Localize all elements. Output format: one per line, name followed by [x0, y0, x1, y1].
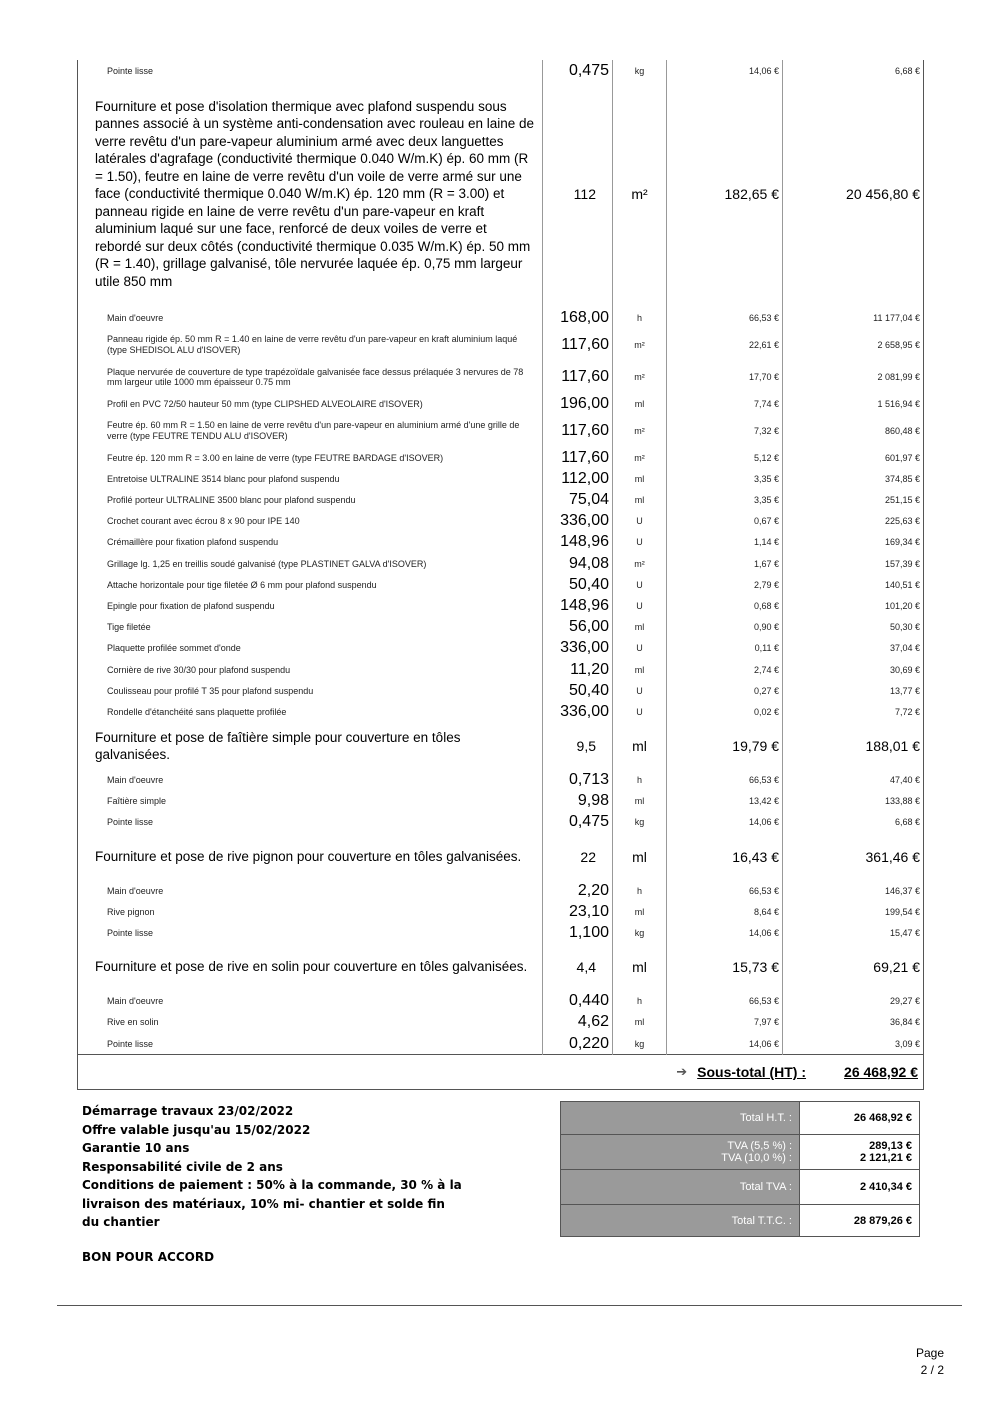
detail-row [78, 812, 924, 833]
item-quantity: 0,440 [543, 991, 613, 1012]
item-label: Feutre ép. 120 mm R = 3.00 en laine de verre (type FEUTRE BARDAGE d'ISOVER) [107, 452, 444, 463]
item-unit-price: 15,73 € [667, 944, 783, 991]
detail-row [78, 393, 924, 414]
item-total: 15,47 € [783, 922, 924, 943]
tva1-label: TVA (5,5 %) : [727, 1140, 792, 1152]
item-unit: U [613, 595, 667, 616]
item-unit-price: 19,79 € [667, 723, 783, 770]
item-label: Pointe lisse [107, 817, 154, 828]
total-ht-row [561, 1102, 920, 1135]
detail-row [78, 574, 924, 595]
item-unit-price: 66,53 € [667, 307, 783, 328]
item-unit: ml [613, 659, 667, 680]
detail-row [78, 447, 924, 468]
item-quantity: 1,100 [543, 922, 613, 943]
item-label: Epingle pour fixation de plafond suspendu [107, 600, 275, 611]
detail-row [78, 659, 924, 680]
item-label: Profil en PVC 72/50 hauteur 50 mm (type CLIPSHED ALVEOLAIRE d'ISOVER) [107, 398, 423, 409]
item-label: Pointe lisse [107, 928, 154, 939]
item-quantity: 75,04 [543, 489, 613, 510]
item-label: Fourniture et pose de faîtière simple pour couverture en tôles galvanisées. [95, 729, 461, 762]
subtotal-value: 26 468,92 € [844, 1064, 918, 1081]
item-label: Plaquette profilée sommet d'onde [107, 643, 241, 654]
subtotal-label: Sous-total (HT) : [697, 1064, 807, 1081]
item-quantity: 196,00 [543, 393, 613, 414]
item-quantity: 117,60 [543, 447, 613, 468]
item-unit-price: 0,68 € [667, 595, 783, 616]
item-total: 37,04 € [783, 638, 924, 659]
item-unit: ml [613, 393, 667, 414]
item-unit: h [613, 770, 667, 791]
item-total: 47,40 € [783, 770, 924, 791]
item-total: 2 658,95 € [783, 328, 924, 361]
item-unit-price: 17,70 € [667, 361, 783, 394]
item-unit: m² [613, 415, 667, 448]
item-total: 133,88 € [783, 791, 924, 812]
item-unit: kg [613, 812, 667, 833]
item-label: Feutre ép. 60 mm R = 1.50 en laine de verre revêtu d'un pare-vapeur en aluminium armé d'une grille de verre (type FEUTRE TENDU ALU d'ISOVER) [107, 420, 520, 441]
item-unit: kg [613, 1033, 667, 1055]
detail-row [78, 489, 924, 510]
item-unit: ml [613, 791, 667, 812]
item-quantity: 117,60 [543, 361, 613, 394]
item-total: 20 456,80 € [783, 81, 924, 307]
item-label: Attache horizontale pour tige filetée Ø 6 mm pour plafond suspendu [107, 579, 377, 590]
total-ht-label: Total H.T. : [561, 1102, 800, 1135]
item-label: Grillage lg. 1,25 en treillis soudé galvanisé (type PLASTINET GALVA d'ISOVER) [107, 558, 427, 569]
item-total: 199,54 € [783, 901, 924, 922]
item-unit-price: 182,65 € [667, 81, 783, 307]
item-quantity: 117,60 [543, 415, 613, 448]
item-total: 601,97 € [783, 447, 924, 468]
item-unit-price: 2,79 € [667, 574, 783, 595]
item-unit: h [613, 880, 667, 901]
tva2-label: TVA (10,0 %) : [721, 1152, 792, 1164]
item-quantity: 117,60 [543, 328, 613, 361]
item-total: 169,34 € [783, 532, 924, 553]
item-total: 860,48 € [783, 415, 924, 448]
item-total: 69,21 € [783, 944, 924, 991]
item-unit-price: 7,74 € [667, 393, 783, 414]
item-total: 146,37 € [783, 880, 924, 901]
detail-row [78, 880, 924, 901]
item-quantity: 4,4 [543, 944, 613, 991]
item-unit-price: 14,06 € [667, 922, 783, 943]
work-item-row [78, 944, 924, 991]
item-quantity: 50,40 [543, 574, 613, 595]
item-unit-price: 14,06 € [667, 60, 783, 81]
item-quantity: 4,62 [543, 1012, 613, 1033]
item-quantity: 336,00 [543, 511, 613, 532]
item-total: 225,63 € [783, 511, 924, 532]
detail-row [78, 1012, 924, 1033]
item-total: 36,84 € [783, 1012, 924, 1033]
item-unit-price: 0,11 € [667, 638, 783, 659]
detail-row [78, 532, 924, 553]
item-label: Panneau rigide ép. 50 mm R = 1.40 en laine de verre revêtu d'un pare-vapeur en kraft aluminium laqué (type SHEDISOL ALU d'ISOVER) [107, 334, 518, 355]
item-quantity: 2,20 [543, 880, 613, 901]
item-unit-price: 66,53 € [667, 991, 783, 1012]
item-unit-price: 8,64 € [667, 901, 783, 922]
item-label: Profilé porteur ULTRALINE 3500 blanc pour plafond suspendu [107, 495, 356, 506]
item-unit-price: 5,12 € [667, 447, 783, 468]
item-quantity: 0,220 [543, 1033, 613, 1055]
item-unit-price: 66,53 € [667, 880, 783, 901]
item-quantity: 56,00 [543, 617, 613, 638]
item-unit-price: 14,06 € [667, 812, 783, 833]
liability: Responsabilité civile de 2 ans [82, 1159, 283, 1174]
item-unit: ml [613, 901, 667, 922]
warranty: Garantie 10 ans [82, 1141, 190, 1155]
item-quantity: 11,20 [543, 659, 613, 680]
tva-rates-row [561, 1135, 920, 1170]
item-unit: h [613, 307, 667, 328]
item-unit-price: 16,43 € [667, 833, 783, 880]
detail-row [78, 991, 924, 1012]
item-unit: ml [613, 944, 667, 991]
detail-row [78, 922, 924, 943]
item-unit-price: 0,90 € [667, 617, 783, 638]
item-label: Rondelle d'étanchéité sans plaquette profilée [107, 706, 287, 717]
detail-row [78, 1033, 924, 1055]
item-unit-price: 66,53 € [667, 770, 783, 791]
item-total: 29,27 € [783, 991, 924, 1012]
item-unit: m² [613, 328, 667, 361]
item-total: 6,68 € [783, 812, 924, 833]
work-item-row [78, 833, 924, 880]
item-label: Fourniture et pose d'isolation thermique avec plafond suspendu sous pannes associé à un système anti-condensation avec rouleau en laine de verre revêtu d'un pare-vapeur aluminium armé avec deux languettes latérales d'agrafage (conductivité thermique 0.040 W/m.K) ép. 60 mm (R = 1.50), feutre en laine de verre revêtu d'un voile de verre armé sur une face (conductivité thermique 0.040 W/m.K) ép. 120 mm (R = 3.00) et panneau rigide en laine de verre revêtu d'un pare-vapeur en kraft aluminium laqué sur une face, renforcé de deux voiles de verre et rebordé sur deux côtés (conductivité thermique 0.035 W/m.K) ép. 50 mm (R = 1.40), grillage galvanisé, tôle nervurée laquée ép. 0,75 mm largeur utile 850 mm [95, 98, 535, 289]
page-label: Page [915, 1346, 944, 1360]
item-unit: ml [613, 1012, 667, 1033]
total-ttc-row [561, 1205, 920, 1237]
quote-table-body [78, 60, 924, 1055]
item-total: 7,72 € [783, 701, 924, 722]
item-total: 188,01 € [783, 723, 924, 770]
payment-terms: Conditions de paiement : 50% à la commande, 30 % à la livraison des matériaux, 10% mi- chantier et solde fin du chantier [82, 1178, 462, 1229]
item-quantity: 23,10 [543, 901, 613, 922]
item-unit: U [613, 574, 667, 595]
item-quantity: 168,00 [543, 307, 613, 328]
item-label: Rive pignon [107, 906, 155, 917]
item-quantity: 22 [543, 833, 613, 880]
item-label: Crémaillère pour fixation plafond suspendu [107, 537, 279, 548]
item-unit-price: 7,32 € [667, 415, 783, 448]
item-unit-price: 1,67 € [667, 553, 783, 574]
item-quantity: 0,475 [543, 60, 613, 81]
item-unit-price: 13,42 € [667, 791, 783, 812]
item-unit: kg [613, 922, 667, 943]
item-label: Main d'oeuvre [107, 775, 164, 786]
item-unit-price: 1,14 € [667, 532, 783, 553]
item-quantity: 336,00 [543, 638, 613, 659]
footer-divider [57, 1305, 962, 1306]
item-label: Fourniture et pose de rive pignon pour couverture en tôles galvanisées. [95, 848, 522, 864]
detail-row [78, 361, 924, 394]
page-number: 2 / 2 [920, 1363, 944, 1377]
item-unit: h [613, 991, 667, 1012]
item-unit-price: 14,06 € [667, 1033, 783, 1055]
item-unit: m² [613, 361, 667, 394]
item-quantity: 0,713 [543, 770, 613, 791]
item-label: Fourniture et pose de rive en solin pour couverture en tôles galvanisées. [95, 959, 528, 975]
item-label: Faîtière simple [107, 796, 167, 807]
item-label: Tige filetée [107, 622, 151, 633]
item-quantity: 0,475 [543, 812, 613, 833]
start-date: Démarrage travaux 23/02/2022 [82, 1104, 294, 1118]
detail-row [78, 617, 924, 638]
total-ht-value: 26 468,92 € [800, 1102, 920, 1135]
detail-row [78, 791, 924, 812]
item-unit-price: 3,35 € [667, 468, 783, 489]
item-label: Main d'oeuvre [107, 996, 164, 1007]
item-total: 11 177,04 € [783, 307, 924, 328]
item-label: Cornière de rive 30/30 pour plafond suspendu [107, 664, 291, 675]
item-quantity: 148,96 [543, 595, 613, 616]
item-quantity: 9,98 [543, 791, 613, 812]
item-label: Coulisseau pour profilé T 35 pour plafond suspendu [107, 685, 314, 696]
item-total: 2 081,99 € [783, 361, 924, 394]
item-quantity: 50,40 [543, 680, 613, 701]
detail-row [78, 770, 924, 791]
item-total: 374,85 € [783, 468, 924, 489]
item-quantity: 148,96 [543, 532, 613, 553]
item-label: Entretoise ULTRALINE 3514 blanc pour plafond suspendu [107, 473, 340, 484]
detail-row [78, 553, 924, 574]
item-unit: ml [613, 617, 667, 638]
item-label: Main d'oeuvre [107, 312, 164, 323]
work-item-row [78, 81, 924, 307]
item-unit: m² [613, 553, 667, 574]
item-unit-price: 22,61 € [667, 328, 783, 361]
item-label: Pointe lisse [107, 65, 154, 76]
item-unit: kg [613, 60, 667, 81]
item-total: 30,69 € [783, 659, 924, 680]
subtotal-row [78, 1055, 924, 1090]
item-unit: ml [613, 833, 667, 880]
detail-row [78, 701, 924, 722]
item-quantity: 112 [543, 81, 613, 307]
item-unit-price: 7,97 € [667, 1012, 783, 1033]
item-unit-price: 0,27 € [667, 680, 783, 701]
item-unit-price: 3,35 € [667, 489, 783, 510]
item-unit: U [613, 701, 667, 722]
conditions-block [82, 1102, 462, 1232]
item-unit: m² [613, 447, 667, 468]
detail-row [78, 638, 924, 659]
quote-table [77, 60, 924, 1090]
item-unit: U [613, 638, 667, 659]
totals-table [560, 1101, 920, 1237]
item-quantity: 336,00 [543, 701, 613, 722]
item-total: 101,20 € [783, 595, 924, 616]
detail-row [78, 415, 924, 448]
item-unit: m² [613, 81, 667, 307]
total-tva-value: 2 410,34 € [800, 1170, 920, 1205]
detail-row [78, 511, 924, 532]
total-tva-row [561, 1170, 920, 1205]
detail-row [78, 595, 924, 616]
detail-row [78, 680, 924, 701]
work-item-row [78, 723, 924, 770]
item-unit: U [613, 680, 667, 701]
item-unit-price: 2,74 € [667, 659, 783, 680]
item-unit: U [613, 532, 667, 553]
item-quantity: 9,5 [543, 723, 613, 770]
item-unit: ml [613, 723, 667, 770]
item-quantity: 112,00 [543, 468, 613, 489]
tva1-value: 289,13 € [869, 1140, 912, 1152]
item-label: Crochet courant avec écrou 8 x 90 pour IPE 140 [107, 516, 300, 527]
item-total: 361,46 € [783, 833, 924, 880]
detail-row [78, 328, 924, 361]
total-ttc-value: 28 879,26 € [800, 1205, 920, 1237]
item-total: 50,30 € [783, 617, 924, 638]
item-unit: ml [613, 468, 667, 489]
page-indicator [916, 1345, 944, 1379]
item-label: Rive en solin [107, 1017, 159, 1028]
item-total: 6,68 € [783, 60, 924, 81]
item-unit: ml [613, 489, 667, 510]
item-unit-price: 0,67 € [667, 511, 783, 532]
total-tva-label: Total TVA : [561, 1170, 800, 1205]
item-total: 251,15 € [783, 489, 924, 510]
detail-row [78, 307, 924, 328]
item-total: 13,77 € [783, 680, 924, 701]
detail-row [78, 901, 924, 922]
item-total: 140,51 € [783, 574, 924, 595]
item-total: 1 516,94 € [783, 393, 924, 414]
item-unit: U [613, 511, 667, 532]
item-quantity: 94,08 [543, 553, 613, 574]
right-arrow-icon: ➔ [676, 1064, 688, 1080]
offer-validity: Offre valable jusqu'au 15/02/2022 [82, 1122, 311, 1137]
approval-label: BON POUR ACCORD [82, 1250, 215, 1264]
detail-row [78, 468, 924, 489]
item-total: 3,09 € [783, 1033, 924, 1055]
detail-row [78, 60, 924, 81]
item-label: Pointe lisse [107, 1038, 154, 1049]
item-label: Main d'oeuvre [107, 885, 164, 896]
item-unit-price: 0,02 € [667, 701, 783, 722]
item-total: 157,39 € [783, 553, 924, 574]
total-ttc-label: Total T.T.C. : [561, 1205, 800, 1237]
item-label: Plaque nervurée de couverture de type trapézoïdale galvanisée face dessus prélaquée 3 nervures de 78 mm largeur utile 1000 mm épaisseur 0.75 mm [107, 366, 524, 388]
tva2-value: 2 121,21 € [860, 1152, 912, 1164]
